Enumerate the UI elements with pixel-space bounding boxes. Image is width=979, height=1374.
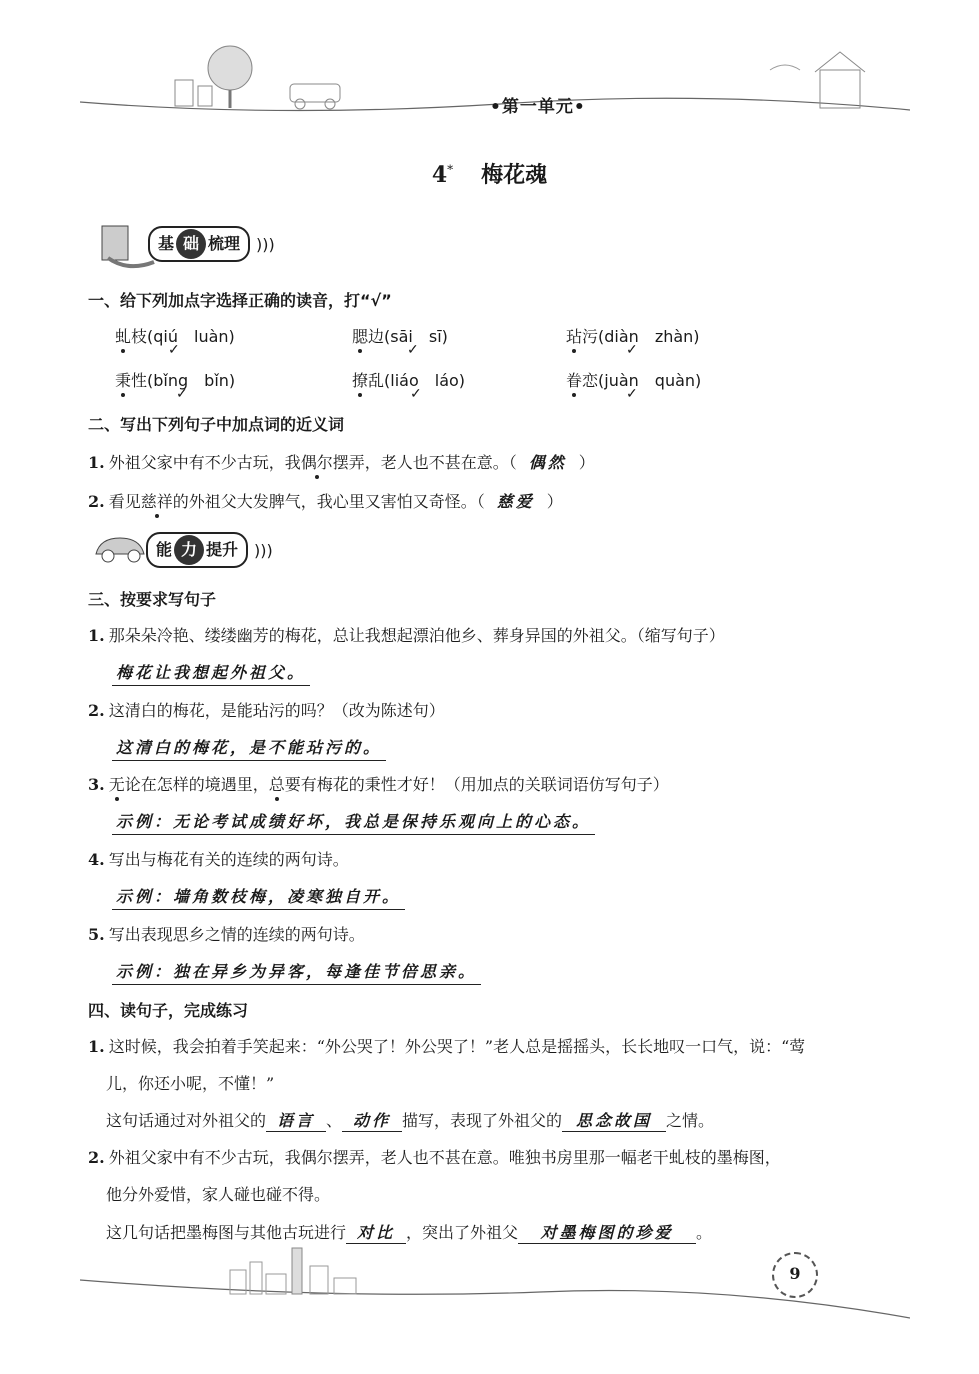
q4-item-2-line2: 他分外爱惜，家人碰也碰不得。: [106, 1185, 331, 1204]
page-number: 9: [772, 1252, 818, 1298]
dotted-char: 腮: [352, 327, 369, 346]
dotted-char: 秉: [115, 371, 132, 390]
answer-line: 这清白的梅花，是不能玷污的。: [112, 735, 386, 761]
q4-title: 四、读句子，完成练习: [88, 1001, 249, 1020]
answer-blank: 思念故国: [562, 1108, 666, 1132]
q3-item-3: 3. 无论在怎样的境遇里，总要有梅花的秉性才好！（用加点的关联词语仿写句子）: [88, 775, 669, 794]
answer-blank: 语言: [266, 1108, 326, 1132]
q3-item-4: 4. 写出与梅花有关的连续的两句诗。: [88, 850, 349, 869]
section-badge-basic: 基 础 梳理 ))): [148, 226, 275, 262]
q1-item-4: 秉性(bǐng bǐn): [115, 371, 236, 390]
q3-item-2: 2. 这清白的梅花，是能玷污的吗？（改为陈述句）: [88, 701, 445, 720]
answer-line: 示例：无论考试成绩好坏，我总是保持乐观向上的心态。: [112, 809, 595, 835]
lesson-name: 梅花魂: [481, 162, 548, 188]
badge-pill: 能 力 提升: [146, 532, 248, 568]
section-badge-ability: 能 力 提升 ))): [146, 532, 273, 568]
dotted-word: 慈祥: [140, 492, 173, 511]
check-mark: ✓: [626, 342, 638, 358]
q1-item-3: 玷污(diàn zhàn): [566, 327, 700, 346]
q1-item-1: 虬枝(qiú luàn): [115, 327, 235, 346]
answer-line: 梅花让我想起外祖父。: [112, 660, 310, 686]
unit-title: •第一单元•: [490, 97, 586, 117]
dotted-char: 玷: [566, 327, 583, 346]
check-mark: ✓: [176, 386, 188, 402]
q3-title: 三、按要求写句子: [88, 590, 217, 609]
answer: 偶然: [528, 453, 567, 472]
answer-blank: 对墨梅图的珍爱: [518, 1220, 696, 1244]
q4-item-2-question: 这几句话把墨梅图与其他古玩进行 对比 ，突出了外祖父 对墨梅图的珍爱 。: [106, 1220, 712, 1244]
dotted-word: 偶尔: [300, 453, 333, 472]
answer: 慈爱: [496, 492, 535, 511]
q2-item-1: 1. 外祖父家中有不少古玩，我偶尔摆弄，老人也不甚在意。（ 偶然 ）: [88, 453, 595, 472]
q1-item-5: 撩乱(liáo láo): [352, 371, 466, 390]
dotted-char: 撩: [352, 371, 369, 390]
q3-item-1: 1. 那朵朵冷艳、缕缕幽芳的梅花，总让我想起漂泊他乡、葬身异国的外祖父。（缩写句子）: [88, 626, 725, 645]
q1-item-6: 眷恋(juàn quàn): [566, 371, 702, 390]
q4-item-1-question: 这句话通过对外祖父的 语言 、 动作 描写，表现了外祖父的 思念故国 之情。: [106, 1108, 714, 1132]
check-mark: ✓: [407, 342, 419, 358]
q2-item-2: 2. 看见慈祥的外祖父大发脾气，我心里又害怕又奇怪。（ 慈爱 ）: [88, 492, 563, 511]
check-mark: ✓: [168, 342, 180, 358]
answer-line: 示例：墙角数枝梅，凌寒独自开。: [112, 884, 405, 910]
lesson-number: 4*: [431, 162, 454, 188]
badge-pill: 基 础 梳理: [148, 226, 250, 262]
answer-blank: 对比: [346, 1220, 406, 1244]
q1-title: 一、给下列加点字选择正确的读音，打“√”: [88, 291, 392, 310]
car-icon: [90, 530, 150, 566]
dotted-char: 眷: [566, 371, 583, 390]
q4-item-1-line2: 儿，你还小呢，不懂！”: [106, 1074, 275, 1093]
q4-item-1-line1: 1. 这时候，我会拍着手笑起来：“外公哭了！外公哭了！”老人总是摇摇头，长长地叹一口气，说：“莺: [88, 1037, 806, 1056]
check-mark: ✓: [410, 386, 422, 402]
q2-title: 二、写出下列句子中加点词的近义词: [88, 415, 345, 434]
q1-item-2: 腮边(sāi sī): [352, 327, 448, 346]
dotted-char: 虬: [115, 327, 132, 346]
lesson-title: [0, 158, 979, 189]
q4-item-2-line1: 2. 外祖父家中有不少古玩，我偶尔摆弄，老人也不甚在意。唯独书房里那一幅老干虬枝的墨梅图，: [88, 1148, 781, 1167]
q3-item-5: 5. 写出表现思乡之情的连续的两句诗。: [88, 925, 365, 944]
check-mark: ✓: [626, 386, 638, 402]
answer-blank: 动作: [342, 1108, 402, 1132]
answer-line: 示例：独在异乡为异客，每逢佳节倍思亲。: [112, 959, 481, 985]
